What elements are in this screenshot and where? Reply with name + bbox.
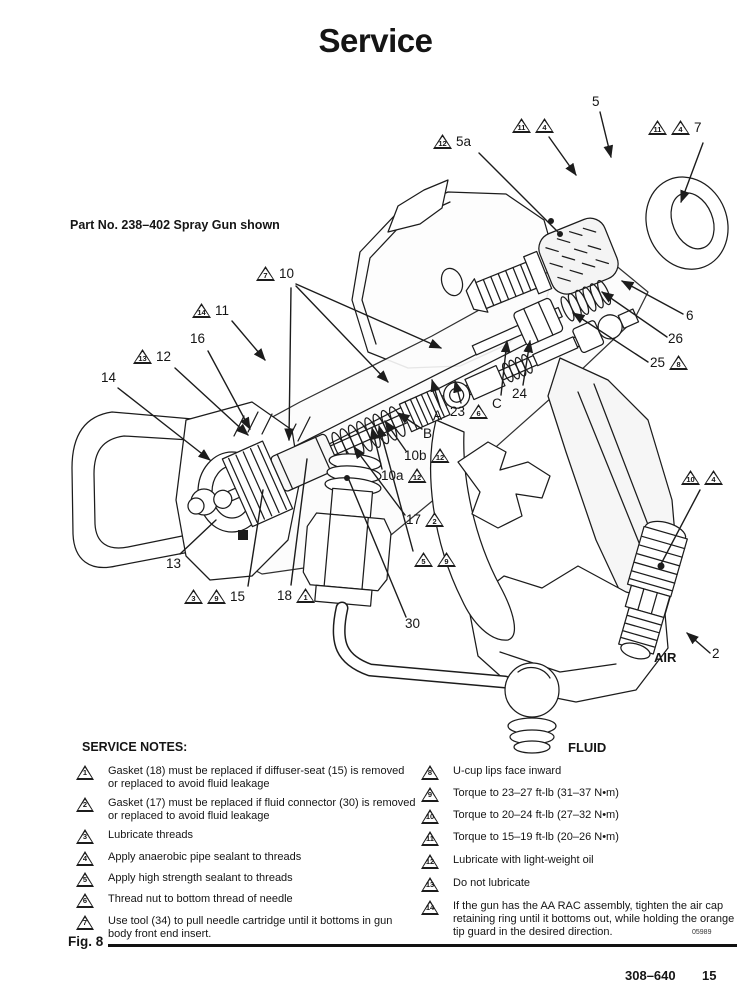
triangle-flag-icon: 8 [421, 765, 439, 780]
triangle-flag-icon: 8 [669, 355, 688, 370]
callout-6: 6 [686, 308, 694, 323]
triangle-flag-icon: 9 [421, 787, 439, 802]
callout-B: B [423, 426, 433, 441]
triangle-flag-icon: 13 [421, 877, 439, 892]
service-note: 10 Torque to 20–24 ft-lb (27–32 N•m) [421, 809, 741, 824]
figure-rule [108, 944, 737, 947]
triangle-flag-icon: 2 [76, 797, 94, 812]
callout-18: 18 1 [277, 588, 315, 603]
callout-10-4 [681, 470, 723, 485]
air-label: AIR [654, 650, 677, 665]
triangle-flag-icon: 4 [671, 120, 690, 135]
triangle-flag-icon: 3 [184, 589, 203, 604]
callout-11: 14 11 [192, 303, 229, 318]
triangle-flag-icon: 14 [421, 900, 439, 915]
triangle-flag-icon: 6 [76, 893, 94, 908]
service-note: 3 Lubricate threads [76, 829, 416, 844]
triangle-flag-icon: 11 [512, 118, 531, 133]
callout-5a: 12 5a [433, 134, 471, 149]
triangle-flag-icon: 12 [433, 134, 452, 149]
triangle-flag-icon: 9 [207, 589, 226, 604]
triangle-flag-icon: 12 [431, 448, 450, 463]
callout-16: 16 [190, 331, 206, 346]
callout-13: 13 [166, 556, 182, 571]
triangle-flag-icon: 1 [296, 588, 315, 603]
callout-11-4-top [512, 118, 554, 133]
callout-17: 17 2 [406, 512, 444, 527]
callout-7: 11 4 7 [648, 120, 702, 135]
triangle-flag-icon: 12 [408, 468, 427, 483]
triangle-flag-icon: 10 [421, 809, 439, 824]
callout-12: 13 12 [133, 349, 171, 364]
callout-10b: 10b 12 [404, 448, 450, 463]
callout-10a: 10a 12 [381, 468, 427, 483]
service-note: 1 Gasket (18) must be replaced if diffuser-seat (15) is removed or replaced to avoid fluid leakage [76, 765, 416, 791]
triangle-flag-icon: 10 [681, 470, 700, 485]
service-note: 2 Gasket (17) must be replaced if fluid connector (30) is removed or replaced to avoid fluid leakage [76, 797, 416, 823]
triangle-flag-icon: 7 [76, 915, 94, 930]
service-note: 7 Use tool (34) to pull needle cartridge until it bottoms in gun body front end insert. [76, 915, 416, 941]
page-title: Service [318, 22, 433, 59]
triangle-flag-icon: 9 [437, 552, 456, 567]
triangle-flag-icon: 11 [421, 831, 439, 846]
document-number: 308–640 [625, 968, 676, 983]
callout-30: 30 [405, 616, 421, 631]
service-note: 12 Lubricate with light-weight oil [421, 854, 741, 869]
callout-5-9 [414, 552, 456, 567]
triangle-flag-icon: 14 [192, 303, 211, 318]
service-note: 8 U-cup lips face inward [421, 765, 741, 780]
page-number: 15 [702, 968, 717, 983]
triangle-flag-icon: 5 [414, 552, 433, 567]
triangle-flag-icon: 4 [704, 470, 723, 485]
triangle-flag-icon: 7 [256, 266, 275, 281]
callout-2: 2 [712, 646, 720, 661]
callout-5: 5 [592, 94, 600, 109]
callout-23: 23 6 [450, 404, 488, 419]
triangle-flag-icon: 5 [76, 872, 94, 887]
triangle-flag-icon: 1 [76, 765, 94, 780]
service-note: 13 Do not lubricate [421, 877, 741, 892]
part-caption: Part No. 238–402 Spray Gun shown [70, 218, 280, 232]
triangle-flag-icon: 13 [133, 349, 152, 364]
triangle-flag-icon: 11 [648, 120, 667, 135]
drawing-number: 05989 [692, 929, 712, 936]
service-note: 5 Apply high strength sealant to threads [76, 872, 416, 887]
triangle-flag-icon: 12 [421, 854, 439, 869]
triangle-flag-icon: 2 [425, 512, 444, 527]
service-note: 6 Thread nut to bottom thread of needle [76, 893, 416, 908]
triangle-flag-icon: 4 [535, 118, 554, 133]
triangle-flag-icon: 3 [76, 829, 94, 844]
figure-label: Fig. 8 [68, 934, 104, 949]
fluid-label: FLUID [568, 740, 607, 755]
callout-A: A [433, 408, 443, 423]
callout-10: 7 10 [256, 266, 294, 281]
callout-25: 25 8 [650, 355, 688, 370]
triangle-flag-icon: 4 [76, 851, 94, 866]
service-note: 11 Torque to 15–19 ft-lb (20–26 N•m) [421, 831, 741, 846]
service-notes-heading: SERVICE NOTES: [82, 740, 188, 754]
service-note: 4 Apply anaerobic pipe sealant to threads [76, 851, 416, 866]
service-note: 14 If the gun has the AA RAC assembly, tighten the air cap retaining ring until it bottoms out, while holding the orange tip guard in the desired direction. [421, 900, 741, 939]
service-note: 9 Torque to 23–27 ft-lb (31–37 N•m) [421, 787, 741, 802]
callout-C: C [492, 396, 502, 411]
callout-14: 14 [101, 370, 117, 385]
callout-15: 3 9 15 [184, 589, 245, 604]
triangle-flag-icon: 6 [469, 404, 488, 419]
callout-26: 26 [668, 331, 684, 346]
callout-24: 24 [512, 386, 528, 401]
